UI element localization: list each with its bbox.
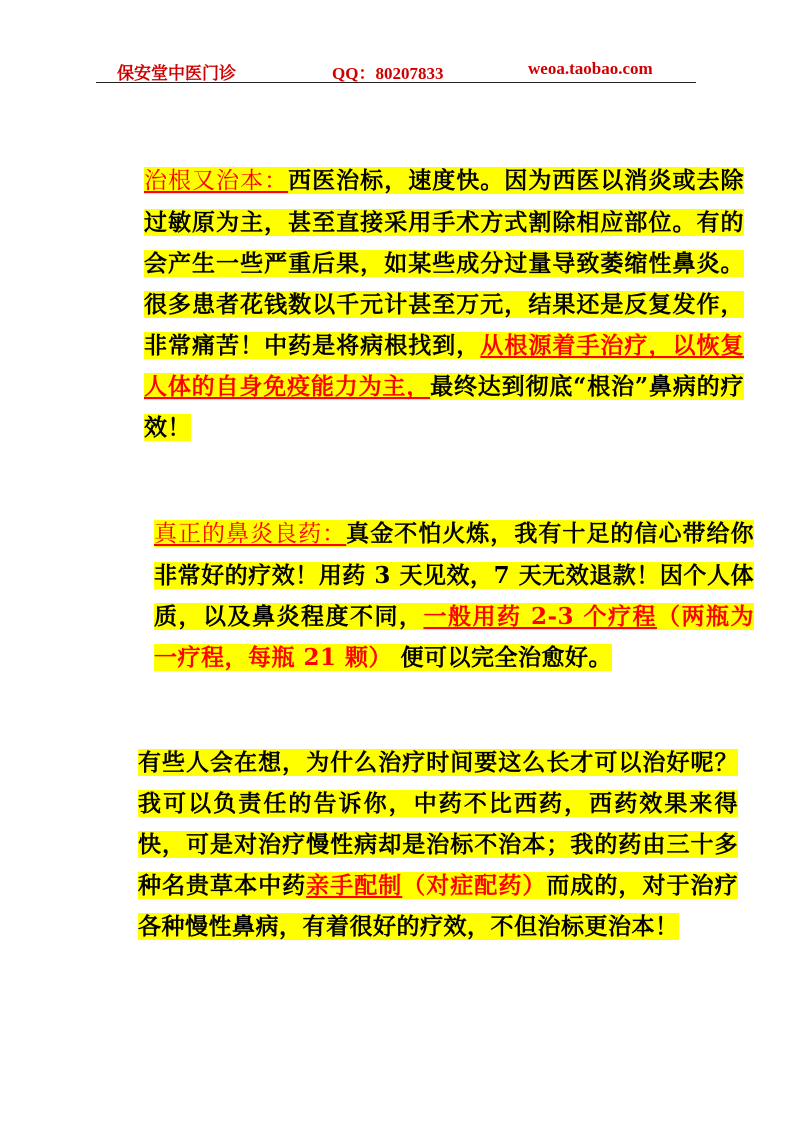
paragraph-text: 西医治标，速度快。因为西医以消炎或去除过敏原为主，甚至直接采用手术方式割除相应部位。有的会产生一些严重后果，如某些成分过量导致萎缩性鼻炎。很多患者花钱数以千元计甚至万元，结果还是反复发作，非常痛苦！中药是将病根找到，	[144, 167, 745, 359]
paragraph-lead: 治根又治本：	[144, 168, 289, 194]
paragraph-text: 真金不怕火炼，我有十足的信心带给你非常好的疗效！用药 3 天见效，7 天无效退款！因个人体质，以及鼻炎程度不同，	[154, 520, 755, 630]
paragraph-lead: 真正的鼻炎良药：	[154, 521, 347, 547]
clinic-name: 保安堂中医门诊	[117, 64, 236, 83]
paragraph-highlight	[144, 167, 744, 441]
shop-url: weoa.taobao.com	[528, 59, 653, 78]
paragraph-text: 最终达到彻底“根治”鼻病的疗效！	[144, 373, 745, 441]
paragraph-good-medicine	[96, 513, 754, 678]
qq-contact: QQ：80207833	[332, 64, 444, 83]
paragraph-treatment-time	[96, 742, 738, 947]
paragraph-text: 而成的，对于治疗各种慢性鼻病，有着很好的疗效，不但治标更治本！	[138, 872, 739, 940]
emphasis-text: （对症配药）	[402, 872, 547, 899]
paragraph-highlight	[154, 520, 754, 671]
paragraph-text: 便可以完全治愈好。	[392, 644, 613, 671]
paragraph-highlight	[138, 749, 738, 940]
emphasis-text: 从根源着手治疗，以恢复人体的自身免疫能力为主，	[144, 332, 745, 400]
emphasis-text: （两瓶为一疗程，每瓶 21 颗）	[154, 603, 755, 671]
paragraph-text: 有些人会在想，为什么治疗时间要这么长才可以治好呢？我可以负责任的告诉你，中药不比西药，西药效果来得快，可是对治疗慢性病却是治标不治本；我的药由三十多种名贵草本中药	[138, 749, 738, 899]
page-header	[96, 56, 696, 83]
emphasis-text: 一般用药 2-3 个疗程	[423, 603, 658, 630]
paragraph-root-cure	[96, 160, 744, 448]
emphasis-text: 亲手配制	[306, 872, 403, 899]
